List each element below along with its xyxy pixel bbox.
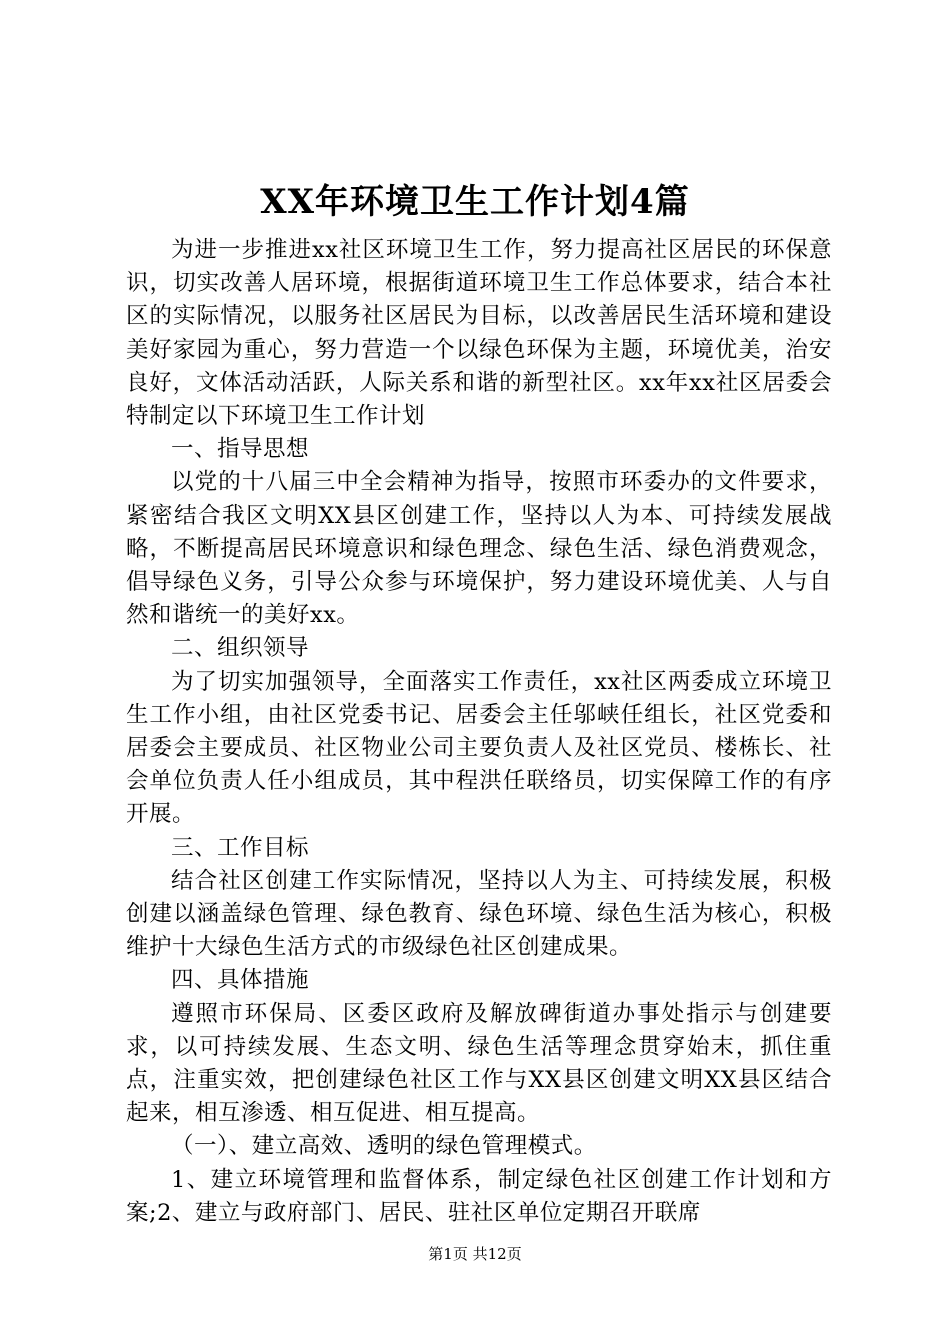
section-heading-guiding-ideology: 一、指导思想 <box>171 436 310 463</box>
section-heading-organization: 二、组织领导 <box>171 635 310 662</box>
page-footer: 第1页 共12页 <box>428 1245 522 1263</box>
goals-paragraph: 结合社区创建工作实际情况，坚持以人为主、可持续发展，积极创建以涵盖绿色管理、绿色教育、绿色环境、绿色生活为核心，积极维护十大绿色生活方式的市级绿色社区创建成果。 <box>126 867 832 961</box>
section-heading-measures: 四、具体措施 <box>171 967 310 994</box>
measures-paragraph: 遵照市环保局、区委区政府及解放碑街道办事处指示与创建要求，以可持续发展、生态文明、绿色生活等理念贯穿始末，抓住重点，注重实效，把创建绿色社区工作与XX县区创建文明XX县区结合起来，相互渗透、相互促进、相互提高。 <box>126 1000 832 1127</box>
intro-paragraph: 为进一步推进xx社区环境卫生工作，努力提高社区居民的环保意识，切实改善人居环境，根据街道环境卫生工作总体要求，结合本社区的实际情况，以服务社区居民为目标，以改善居民生活环境和建设美好家园为重心，努力营造一个以绿色环保为主题，环境优美，治安良好，文体活动活跃，人际关系和谐的新型社区。xx年xx社区居委会特制定以下环境卫生工作计划 <box>126 237 832 430</box>
section-heading-goals: 三、工作目标 <box>171 834 310 861</box>
subsection-heading-management: （一）、建立高效、透明的绿色管理模式。 <box>171 1133 597 1160</box>
management-paragraph: 1、建立环境管理和监督体系，制定绿色社区创建工作计划和方案;2、建立与政府部门、居民、驻社区单位定期召开联席 <box>126 1166 832 1226</box>
document-title: XX年环境卫生工作计划4篇 <box>260 182 690 222</box>
guiding-ideology-paragraph: 以党的十八届三中全会精神为指导，按照市环委办的文件要求，紧密结合我区文明XX县区创建工作，坚持以人为本、可持续发展战略，不断提高居民环境意识和绿色理念、绿色生活、绿色消费观念，倡导绿色义务，引导公众参与环境保护，努力建设环境优美、人与自然和谐统一的美好xx。 <box>126 469 832 629</box>
document-body <box>126 234 832 1230</box>
organization-paragraph: 为了切实加强领导，全面落实工作责任，xx社区两委成立环境卫生工作小组，由社区党委书记、居委会主任邬峡任组长，社区党委和居委会主要成员、社区物业公司主要负责人及社区党员、楼栋长、社会单位负责人任小组成员，其中程洪任联络员，切实保障工作的有序开展。 <box>126 668 832 828</box>
